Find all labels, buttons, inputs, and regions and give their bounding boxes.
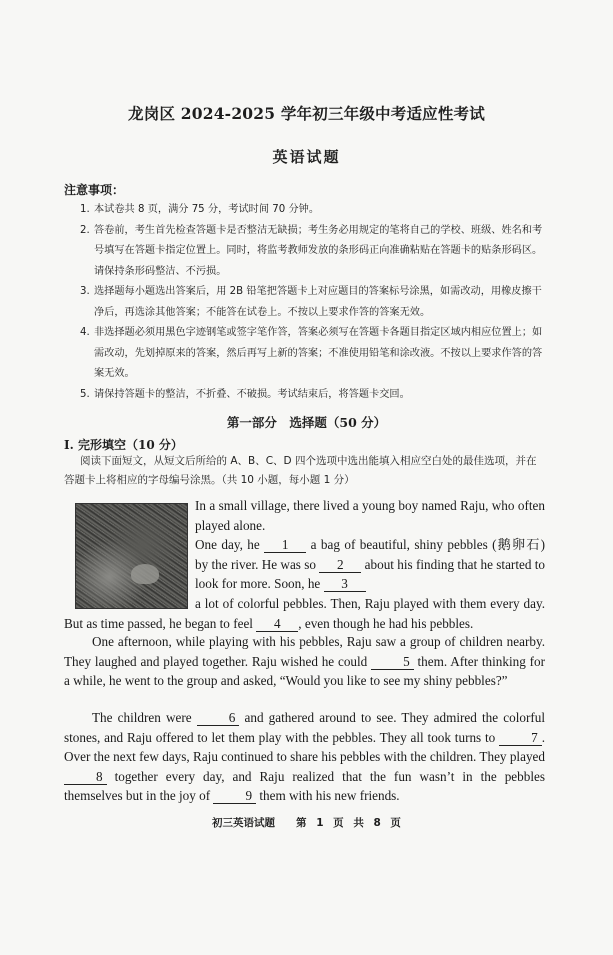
notice-text: 选择题每小题选出答案后，用 2B 铅笔把答题卡上对应题目的答案标号涂黑，如需改动，用橡皮擦干净后，再选涂其他答案；不能答在试卷上。不按以上要求作答的答案无效。 (94, 286, 542, 318)
part-directions (64, 452, 544, 490)
exam-title: 龙岗区 2024-2025 学年初三年级中考适应性考试 (128, 104, 485, 123)
passage-text: them. After thinking for a while, he went to the group and asked, “Would you like to see my shiny pebbles?” (64, 653, 545, 689)
notice-item (80, 221, 550, 283)
notice-text: 本试卷共 8 页，满分 75 分，考试时间 70 分钟。 (94, 204, 320, 215)
notice-number: 5. (80, 388, 90, 400)
notice-heading: 注意事项： (64, 183, 125, 197)
passage-text: One day, he (195, 537, 260, 552)
passage-text: them with his new friends. (259, 788, 400, 804)
notice-item (80, 200, 550, 221)
notice-number: 3. (80, 286, 90, 297)
blank-7[interactable]: 7 (499, 730, 542, 746)
blank-8[interactable]: 8 (64, 769, 107, 785)
notice-list (80, 200, 550, 405)
passage-paragraph-1 (195, 496, 545, 535)
notice-item (80, 385, 550, 406)
section-title: 第一部分 选择题（50 分） (226, 415, 387, 430)
directions-text: 阅读下面短文，从短文后所给的 A、B、C、D 四个选项中选出能填入相应空白处的最佳选项，并在答题卡上将相应的字母编号涂黑。（共 10 小题，每小题 1 分） (64, 455, 537, 486)
passage-paragraph-4 (64, 708, 545, 806)
blank-2[interactable]: 2 (319, 557, 361, 573)
notice-text: 答卷前，考生首先检查答题卡是否整洁无缺损；考生务必用规定的笔将自己的学校、班级、姓名和考号填写在答题卡指定位置上。同时，将监考教师发放的条形码正向准确粘贴在答题卡的贴条形码区。请保持条形码整洁、不污损。 (94, 224, 543, 277)
blank-3[interactable]: 3 (324, 576, 366, 592)
passage-text: . Over the next few days, Raju continued to share his pebbles with the children. They played (64, 729, 546, 765)
blank-5[interactable]: 5 (371, 654, 414, 670)
passage-paragraph-2-top (195, 535, 545, 594)
photo-figure (131, 564, 159, 584)
passage-text: a lot of colorful pebbles. Then, Raju played with them every day. But as time passed, he began to feel (64, 596, 545, 631)
exam-subtitle: 英语试题 (272, 148, 341, 166)
notice-text: 请保持答题卡的整洁，不折叠、不破损。考试结束后，将答题卡交回。 (94, 388, 410, 400)
passage-text: , even though he had his pebbles. (298, 615, 474, 631)
notice-number: 1. (80, 204, 90, 215)
notice-item (80, 282, 550, 323)
passage-text: The children were (92, 710, 192, 725)
passage-text: In a small village, there lived a young boy named Raju, who often played alone. (195, 498, 545, 533)
blank-9[interactable]: 9 (213, 788, 256, 804)
passage-text: and gathered around to see. They admired the colorful stones, and Raju offered to let them play with the pebbles. They all took turns to (64, 710, 545, 745)
part-title: I. 完形填空（10 分） (64, 438, 183, 452)
passage-text: about his finding that he started to look for more. Soon, he (195, 556, 546, 592)
passage-text: a bag of beautiful, shiny pebbles (鹅卵石) by the river. He was so (195, 537, 546, 572)
notice-text: 非选择题必须用黑色字迹钢笔或签字笔作答，答案必须写在答题卡各题目指定区域内相应位置上；如需改动，先划掉原来的答案，然后再写上新的答案；不准使用铅笔和涂改液。不按以上要求作答的答案无效。 (94, 327, 543, 379)
passage-text: together every day, and Raju realized that the fun wasn’t in the pebbles themselves but in the joy of (64, 768, 546, 804)
passage-paragraph-3 (64, 632, 545, 691)
passage-text: One afternoon, while playing with his pebbles, Raju saw a group of children nearby. They laughed and played together. Raju wished he could (64, 634, 545, 669)
notice-number: 2. (80, 224, 90, 236)
notice-number: 4. (80, 327, 90, 338)
blank-1[interactable]: 1 (264, 537, 306, 553)
blank-6[interactable]: 6 (197, 710, 240, 726)
notice-item (80, 323, 550, 385)
page-footer: 初三英语试题 第 1 页 共 8 页 (212, 817, 401, 829)
blank-4[interactable]: 4 (256, 616, 298, 632)
passage-paragraph-2-bottom (64, 594, 545, 633)
